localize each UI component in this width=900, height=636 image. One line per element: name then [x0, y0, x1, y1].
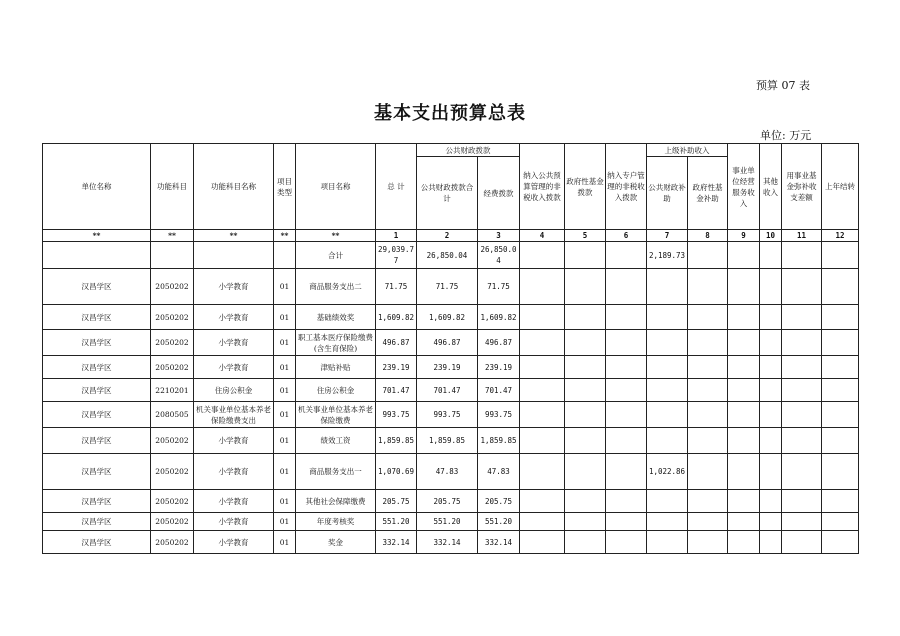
star-cell: ** — [194, 230, 274, 242]
table-cell — [760, 356, 782, 379]
total-cell: 71.75 — [376, 269, 417, 305]
table-row — [43, 379, 859, 402]
table-cell — [760, 330, 782, 356]
unit-name-cell: 汉昌学区 — [43, 454, 151, 490]
expense-grant-cell: 496.87 — [478, 330, 520, 356]
unit-name-cell: 汉昌学区 — [43, 490, 151, 513]
table-cell — [688, 531, 728, 554]
table-cell — [782, 242, 822, 269]
func-code-cell: 2050202 — [151, 531, 194, 554]
func-code-cell: 2050202 — [151, 356, 194, 379]
table-cell — [520, 356, 565, 379]
table-cell — [822, 379, 859, 402]
total-cell: 1,859.85 — [376, 428, 417, 454]
header-gov-fund: 政府性基金拨款 — [565, 144, 606, 230]
unit-name-cell: 汉昌学区 — [43, 356, 151, 379]
public-fiscal-total-cell: 993.75 — [417, 402, 478, 428]
table-cell — [728, 402, 760, 428]
table-row — [43, 490, 859, 513]
header-gov-fund-subsidy: 政府性基金补助 — [688, 157, 728, 230]
col-number: 4 — [520, 230, 565, 242]
expense-grant-cell: 332.14 — [478, 531, 520, 554]
table-row — [43, 402, 859, 428]
item-type-cell: 01 — [274, 513, 296, 531]
budget-table — [42, 143, 859, 554]
item-type-cell: 01 — [274, 305, 296, 330]
header-public-fiscal-total: 公共财政拨款合计 — [417, 157, 478, 230]
func-code-cell: 2210201 — [151, 379, 194, 402]
star-cell: ** — [43, 230, 151, 242]
table-cell — [688, 490, 728, 513]
unit-name-cell: 汉昌学区 — [43, 531, 151, 554]
superior-public-cell — [647, 330, 688, 356]
public-fiscal-total-cell: 332.14 — [417, 531, 478, 554]
table-cell — [606, 330, 647, 356]
public-fiscal-total-cell: 205.75 — [417, 490, 478, 513]
func-name-cell: 机关事业单位基本养老保险缴费支出 — [194, 402, 274, 428]
table-cell — [520, 490, 565, 513]
table-cell — [728, 490, 760, 513]
table-cell — [728, 513, 760, 531]
unit-name-cell: 汉昌学区 — [43, 330, 151, 356]
public-fiscal-total-cell: 239.19 — [417, 356, 478, 379]
unit-name-cell: 汉昌学区 — [43, 379, 151, 402]
superior-public-cell — [647, 513, 688, 531]
table-cell — [760, 379, 782, 402]
table-cell — [606, 242, 647, 269]
table-cell — [760, 531, 782, 554]
table-cell — [606, 428, 647, 454]
expense-grant-cell: 71.75 — [478, 269, 520, 305]
total-expense-grant: 26,850.04 — [478, 242, 520, 269]
table-cell — [760, 490, 782, 513]
item-name-cell: 奖金 — [296, 531, 376, 554]
table-cell — [822, 402, 859, 428]
item-name-cell: 商品服务支出二 — [296, 269, 376, 305]
table-cell — [565, 379, 606, 402]
table-cell — [782, 428, 822, 454]
table-cell — [728, 242, 760, 269]
table-row — [43, 269, 859, 305]
superior-public-cell — [647, 531, 688, 554]
superior-public-cell: 1,022.86 — [647, 454, 688, 490]
item-type-cell: 01 — [274, 356, 296, 379]
func-code-cell: 2080505 — [151, 402, 194, 428]
table-cell — [565, 330, 606, 356]
total-public-fiscal: 26,850.04 — [417, 242, 478, 269]
public-fiscal-total-cell: 1,859.85 — [417, 428, 478, 454]
table-cell — [822, 428, 859, 454]
superior-public-cell — [647, 305, 688, 330]
item-type-cell: 01 — [274, 330, 296, 356]
table-cell — [565, 428, 606, 454]
table-cell — [606, 490, 647, 513]
total-cell: 205.75 — [376, 490, 417, 513]
item-name-cell: 基础绩效奖 — [296, 305, 376, 330]
table-row — [43, 330, 859, 356]
header-item-name: 项目名称 — [296, 144, 376, 230]
unit-name-cell: 汉昌学区 — [43, 269, 151, 305]
expense-grant-cell: 205.75 — [478, 490, 520, 513]
table-cell — [782, 513, 822, 531]
table-cell — [760, 305, 782, 330]
superior-public-cell — [647, 402, 688, 428]
table-cell — [688, 428, 728, 454]
unit-name-cell: 汉昌学区 — [43, 305, 151, 330]
item-type-cell: 01 — [274, 379, 296, 402]
table-cell — [194, 242, 274, 269]
total-cell: 551.20 — [376, 513, 417, 531]
item-type-cell: 01 — [274, 490, 296, 513]
table-body — [43, 269, 859, 554]
table-cell — [688, 242, 728, 269]
table-cell — [688, 269, 728, 305]
col-number: 11 — [782, 230, 822, 242]
expense-grant-cell: 47.83 — [478, 454, 520, 490]
table-cell — [728, 531, 760, 554]
table-cell — [565, 269, 606, 305]
header-superior-subsidy: 上级补助收入 — [647, 144, 728, 157]
expense-grant-cell: 1,859.85 — [478, 428, 520, 454]
func-name-cell: 小学教育 — [194, 531, 274, 554]
table-cell — [606, 531, 647, 554]
func-code-cell: 2050202 — [151, 490, 194, 513]
table-cell — [728, 330, 760, 356]
table-cell — [728, 305, 760, 330]
col-number: 1 — [376, 230, 417, 242]
star-cell: ** — [274, 230, 296, 242]
header-func-name: 功能科目名称 — [194, 144, 274, 230]
total-cell: 239.19 — [376, 356, 417, 379]
func-code-cell: 2050202 — [151, 513, 194, 531]
col-number: 2 — [417, 230, 478, 242]
header-expense-grant: 经费拨款 — [478, 157, 520, 230]
total-cell: 1,609.82 — [376, 305, 417, 330]
total-sum: 29,039.77 — [376, 242, 417, 269]
table-row — [43, 428, 859, 454]
header-public-fiscal-subsidy: 公共财政补助 — [647, 157, 688, 230]
item-type-cell: 01 — [274, 428, 296, 454]
expense-grant-cell: 701.47 — [478, 379, 520, 402]
table-cell — [782, 402, 822, 428]
public-fiscal-total-cell: 551.20 — [417, 513, 478, 531]
public-fiscal-total-cell: 496.87 — [417, 330, 478, 356]
table-cell — [565, 531, 606, 554]
public-fiscal-total-cell: 1,609.82 — [417, 305, 478, 330]
func-code-cell: 2050202 — [151, 454, 194, 490]
item-name-cell: 职工基本医疗保险缴费(含生育保险) — [296, 330, 376, 356]
table-cell — [822, 305, 859, 330]
col-number: 10 — [760, 230, 782, 242]
table-cell — [520, 330, 565, 356]
table-cell — [606, 379, 647, 402]
total-cell: 993.75 — [376, 402, 417, 428]
func-name-cell: 小学教育 — [194, 428, 274, 454]
func-name-cell: 小学教育 — [194, 330, 274, 356]
header-non-tax: 纳入公共预算管理的非税收入拨款 — [520, 144, 565, 230]
table-cell — [728, 454, 760, 490]
star-cell: ** — [151, 230, 194, 242]
item-type-cell: 01 — [274, 269, 296, 305]
public-fiscal-total-cell: 71.75 — [417, 269, 478, 305]
col-number: 12 — [822, 230, 859, 242]
total-cell: 701.47 — [376, 379, 417, 402]
func-name-cell: 小学教育 — [194, 305, 274, 330]
table-cell — [520, 513, 565, 531]
table-cell — [151, 242, 194, 269]
table-cell — [782, 490, 822, 513]
table-cell — [760, 402, 782, 428]
table-cell — [606, 454, 647, 490]
header-last-year: 上年结转 — [822, 144, 859, 230]
header-fund-balance: 用事业基金弥补收支差额 — [782, 144, 822, 230]
table-cell — [782, 269, 822, 305]
col-number: 9 — [728, 230, 760, 242]
item-type-cell: 01 — [274, 531, 296, 554]
table-cell — [782, 531, 822, 554]
func-code-cell: 2050202 — [151, 428, 194, 454]
table-cell — [606, 305, 647, 330]
public-fiscal-total-cell: 701.47 — [417, 379, 478, 402]
table-cell — [565, 305, 606, 330]
total-cell: 496.87 — [376, 330, 417, 356]
total-row — [43, 242, 859, 269]
item-type-cell: 01 — [274, 454, 296, 490]
func-code-cell: 2050202 — [151, 330, 194, 356]
item-name-cell: 绩效工资 — [296, 428, 376, 454]
superior-public-cell — [647, 379, 688, 402]
header-public-fiscal: 公共财政拨款 — [417, 144, 520, 157]
table-cell — [782, 305, 822, 330]
item-name-cell: 津贴补贴 — [296, 356, 376, 379]
table-cell — [565, 513, 606, 531]
table-cell — [606, 269, 647, 305]
func-name-cell: 小学教育 — [194, 454, 274, 490]
total-cell: 332.14 — [376, 531, 417, 554]
table-cell — [565, 490, 606, 513]
table-cell — [760, 242, 782, 269]
table-cell — [565, 356, 606, 379]
table-row — [43, 454, 859, 490]
form-number: 预算 07 表 — [756, 79, 810, 92]
func-name-cell: 住房公积金 — [194, 379, 274, 402]
item-name-cell: 商品服务支出一 — [296, 454, 376, 490]
item-name-cell: 其他社会保障缴费 — [296, 490, 376, 513]
table-cell — [688, 356, 728, 379]
stars-row — [43, 230, 859, 242]
table-cell — [728, 428, 760, 454]
table-row — [43, 513, 859, 531]
col-number: 3 — [478, 230, 520, 242]
table-cell — [760, 269, 782, 305]
header-row-top — [43, 144, 859, 157]
table-cell — [274, 242, 296, 269]
item-type-cell: 01 — [274, 402, 296, 428]
table-cell — [606, 513, 647, 531]
header-other-income: 其他收入 — [760, 144, 782, 230]
table-cell — [688, 305, 728, 330]
col-number: 5 — [565, 230, 606, 242]
table-cell — [520, 428, 565, 454]
table-cell — [822, 531, 859, 554]
page-title: 基本支出预算总表 — [374, 103, 526, 124]
table-cell — [822, 513, 859, 531]
col-number: 7 — [647, 230, 688, 242]
item-name-cell: 住房公积金 — [296, 379, 376, 402]
table-cell — [688, 454, 728, 490]
table-cell — [782, 379, 822, 402]
table-cell — [688, 513, 728, 531]
table-cell — [728, 269, 760, 305]
table-cell — [728, 356, 760, 379]
col-number: 8 — [688, 230, 728, 242]
item-name-cell: 年度考核奖 — [296, 513, 376, 531]
superior-public-cell — [647, 356, 688, 379]
header-business-income: 事业单位经营服务收入 — [728, 144, 760, 230]
table-cell — [760, 513, 782, 531]
table-cell — [565, 242, 606, 269]
expense-grant-cell: 551.20 — [478, 513, 520, 531]
table-cell — [822, 356, 859, 379]
table-cell — [760, 428, 782, 454]
table-cell — [782, 356, 822, 379]
table-row — [43, 356, 859, 379]
table-cell — [822, 454, 859, 490]
table-cell — [565, 454, 606, 490]
table-cell — [822, 490, 859, 513]
table-cell — [688, 402, 728, 428]
table-cell — [565, 402, 606, 428]
func-name-cell: 小学教育 — [194, 356, 274, 379]
total-cell: 1,070.69 — [376, 454, 417, 490]
table-cell — [43, 242, 151, 269]
func-name-cell: 小学教育 — [194, 513, 274, 531]
superior-public-cell — [647, 428, 688, 454]
table-row — [43, 531, 859, 554]
header-func-code: 功能科目 — [151, 144, 194, 230]
table-row — [43, 305, 859, 330]
table-cell — [606, 356, 647, 379]
func-name-cell: 小学教育 — [194, 269, 274, 305]
table-cell — [520, 305, 565, 330]
table-cell — [822, 242, 859, 269]
table-cell — [520, 242, 565, 269]
expense-grant-cell: 1,609.82 — [478, 305, 520, 330]
func-code-cell: 2050202 — [151, 305, 194, 330]
header-total: 总 计 — [376, 144, 417, 230]
table-cell — [688, 330, 728, 356]
total-superior-public: 2,189.73 — [647, 242, 688, 269]
table-cell — [688, 379, 728, 402]
table-cell — [520, 531, 565, 554]
expense-grant-cell: 993.75 — [478, 402, 520, 428]
header-special-non-tax: 纳入专户管理的非税收入拨款 — [606, 144, 647, 230]
col-number: 6 — [606, 230, 647, 242]
expense-grant-cell: 239.19 — [478, 356, 520, 379]
header-unit-name: 单位名称 — [43, 144, 151, 230]
item-name-cell: 机关事业单位基本养老保险缴费 — [296, 402, 376, 428]
func-code-cell: 2050202 — [151, 269, 194, 305]
superior-public-cell — [647, 269, 688, 305]
header-item-type: 项目类型 — [274, 144, 296, 230]
table-cell — [822, 330, 859, 356]
table-cell — [520, 269, 565, 305]
unit-name-cell: 汉昌学区 — [43, 402, 151, 428]
public-fiscal-total-cell: 47.83 — [417, 454, 478, 490]
table-cell — [606, 402, 647, 428]
table-cell — [520, 379, 565, 402]
table-cell — [782, 454, 822, 490]
table-cell — [728, 379, 760, 402]
unit-name-cell: 汉昌学区 — [43, 513, 151, 531]
func-name-cell: 小学教育 — [194, 490, 274, 513]
table-cell — [520, 402, 565, 428]
superior-public-cell — [647, 490, 688, 513]
total-label: 合计 — [296, 242, 376, 269]
table-cell — [760, 454, 782, 490]
unit-name-cell: 汉昌学区 — [43, 428, 151, 454]
star-cell: ** — [296, 230, 376, 242]
unit-label: 单位: 万元 — [760, 129, 812, 142]
table-cell — [520, 454, 565, 490]
table-cell — [822, 269, 859, 305]
table-cell — [782, 330, 822, 356]
